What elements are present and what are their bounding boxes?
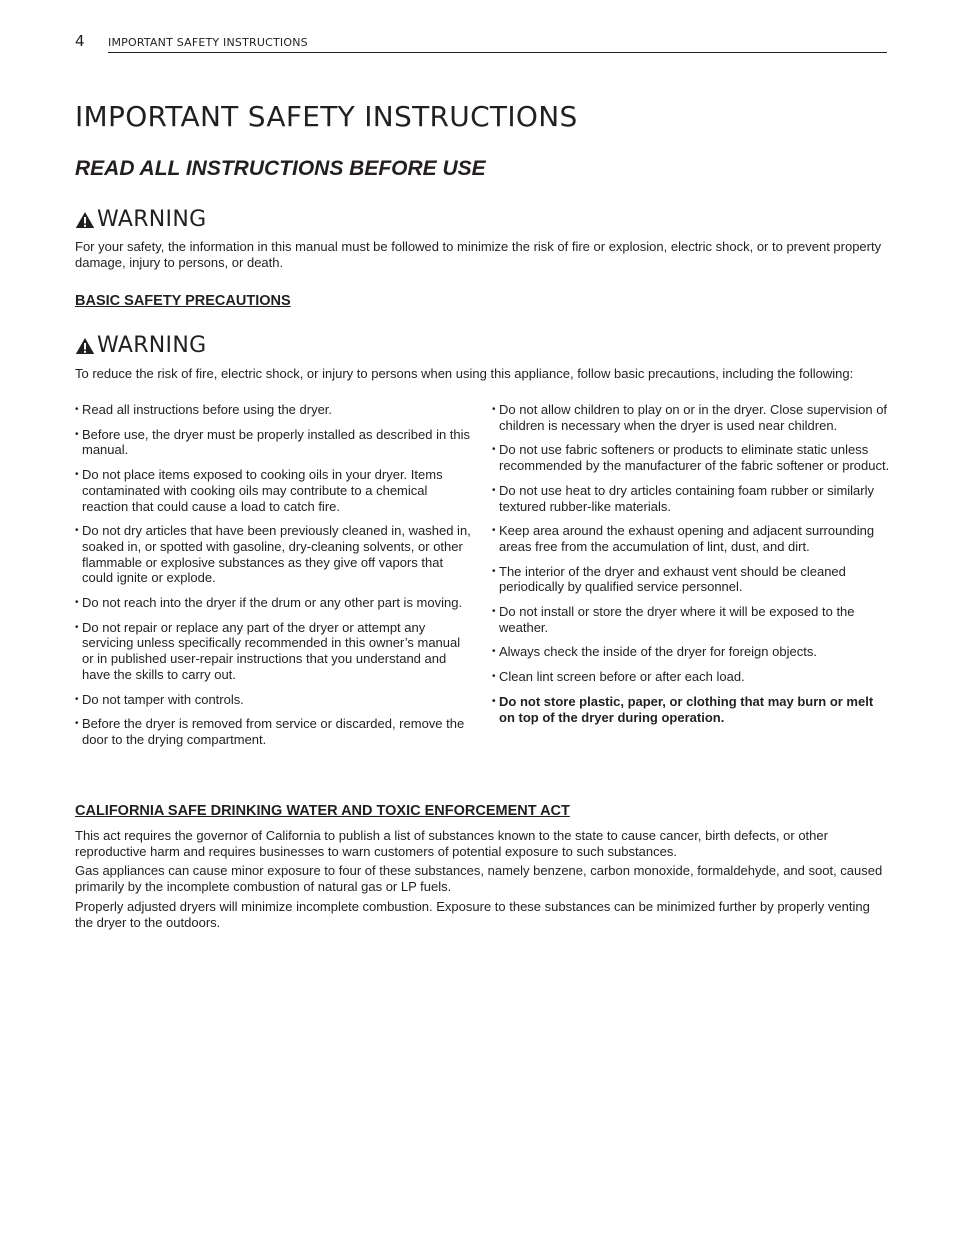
page-title: IMPORTANT SAFETY INSTRUCTIONS	[75, 100, 578, 133]
list-item: • Do not place items exposed to cooking oils in your dryer. Items contaminated with cooking oils may contribute to a chemical reaction that could cause a load to catch fire.	[75, 467, 473, 514]
list-item: • Before use, the dryer must be properly installed as described in this manual.	[75, 427, 473, 458]
list-item: • Do not repair or replace any part of the dryer or attempt any servicing unless specifically recommended in this owner’s manual or in published user-repair instructions that you understand and have the skills to carry out.	[75, 620, 473, 683]
list-item: • The interior of the dryer and exhaust vent should be cleaned periodically by qualified service personnel.	[492, 564, 890, 595]
list-item: • Read all instructions before using the dryer.	[75, 402, 473, 418]
warning-text-1: For your safety, the information in this manual must be followed to minimize the risk of fire or explosion, electric shock, or to prevent property damage, injury to persons, or death.	[75, 239, 882, 270]
california-paragraph-3: Properly adjusted dryers will minimize incomplete combustion. Exposure to these substances can be minimized further by properly venting the dryer to the outdoors.	[75, 899, 870, 930]
warning-label: WARNING	[97, 333, 207, 358]
california-paragraph-2: Gas appliances can cause minor exposure to four of these substances, namely benzene, carbon monoxide, formaldehyde, and soot, caused primarily by the incomplete combustion of natural gas or LP fuels.	[75, 863, 883, 894]
warning-label: WARNING	[97, 207, 207, 232]
running-header	[75, 30, 887, 53]
running-header-title: IMPORTANT SAFETY INSTRUCTIONS	[108, 36, 308, 49]
warning-text-2: To reduce the risk of fire, electric shock, or injury to persons when using this appliance, follow basic precautions, including the following:	[75, 366, 854, 381]
list-item: • Do not reach into the dryer if the drum or any other part is moving.	[75, 595, 473, 611]
list-item: • Do not tamper with controls.	[75, 692, 473, 708]
warning-heading-2	[75, 333, 206, 358]
page-subtitle: READ ALL INSTRUCTIONS BEFORE USE	[75, 157, 486, 180]
precautions-list-left	[75, 402, 473, 757]
list-item: • Do not install or store the dryer where it will be exposed to the weather.	[492, 604, 890, 635]
list-item: • Clean lint screen before or after each load.	[492, 669, 890, 685]
california-act-heading: CALIFORNIA SAFE DRINKING WATER AND TOXIC ENFORCEMENT ACT	[75, 803, 570, 819]
list-item: • Do not use heat to dry articles containing foam rubber or similarly textured rubber-like materials.	[492, 483, 890, 514]
list-item: • Do not use fabric softeners or products to eliminate static unless recommended by the manufacturer of the fabric softener or product.	[492, 442, 890, 473]
list-item: • Always check the inside of the dryer for foreign objects.	[492, 644, 890, 660]
list-item-bold-warning: • Do not store plastic, paper, or clothing that may burn or melt on top of the dryer during operation.	[492, 694, 890, 725]
list-item: • Do not dry articles that have been previously cleaned in, washed in, soaked in, or spotted with gasoline, dry-cleaning solvents, or other flammable or explosive substances as they give off vapors that could ignite or explode.	[75, 523, 473, 586]
list-item: • Keep area around the exhaust opening and adjacent surrounding areas free from the accumulation of lint, dust, and dirt.	[492, 523, 890, 554]
list-item: • Do not allow children to play on or in the dryer. Close supervision of children is necessary when the dryer is used near children.	[492, 402, 890, 433]
precautions-list-right	[492, 402, 890, 734]
basic-safety-heading: BASIC SAFETY PRECAUTIONS	[75, 293, 291, 309]
header-rule	[108, 52, 887, 53]
warning-heading-1	[75, 207, 206, 232]
page-number: 4	[75, 32, 85, 50]
warning-triangle-icon	[75, 337, 95, 355]
list-item: • Before the dryer is removed from service or discarded, remove the door to the drying compartment.	[75, 716, 473, 747]
california-paragraph-1: This act requires the governor of California to publish a list of substances known to the state to cause cancer, birth defects, or other reproductive harm and requires businesses to warn customers of potential exposure to such substances.	[75, 828, 828, 859]
warning-triangle-icon	[75, 211, 95, 229]
